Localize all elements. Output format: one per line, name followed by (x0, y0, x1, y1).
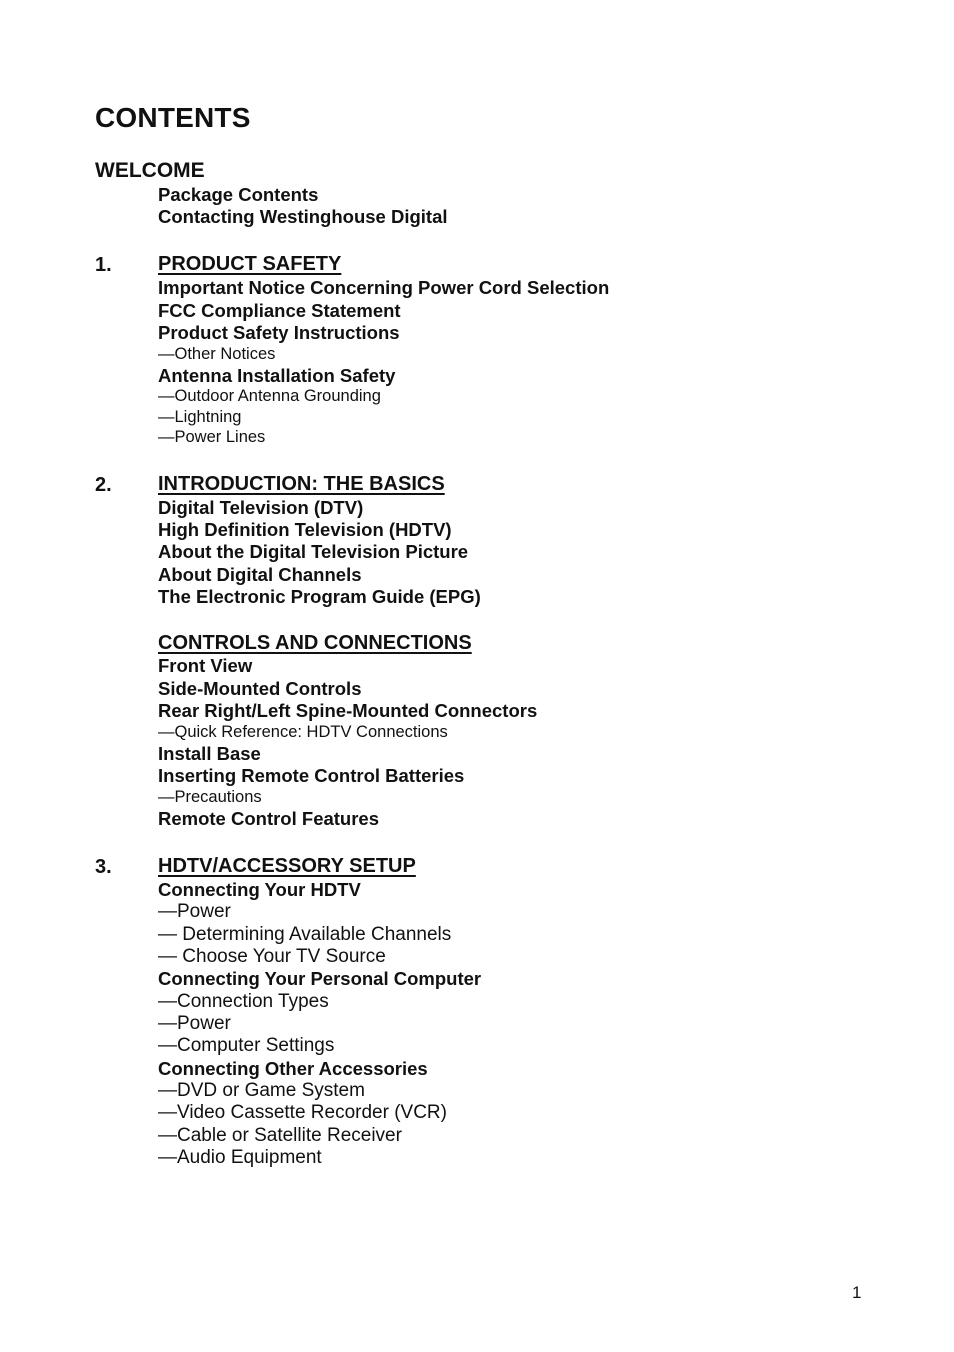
toc-subentry: — Determining Available Channels (158, 924, 452, 945)
toc-entry: Digital Television (DTV) (158, 497, 364, 518)
toc-subentry: —Power (158, 901, 231, 922)
toc-entry: Side-Mounted Controls (158, 678, 362, 699)
toc-subentry: —Lightning (158, 408, 242, 426)
toc-entry: About Digital Channels (158, 564, 362, 585)
welcome-heading: WELCOME (95, 159, 205, 182)
toc-subentry: —Outdoor Antenna Grounding (158, 387, 381, 405)
toc-entry: Important Notice Concerning Power Cord Selection (158, 277, 610, 298)
toc-entry: Front View (158, 655, 253, 676)
toc-entry: About the Digital Television Picture (158, 541, 469, 562)
toc-entry: FCC Compliance Statement (158, 300, 401, 321)
toc-entry: Package Contents (158, 184, 319, 205)
section-heading: INTRODUCTION: THE BASICS (158, 473, 445, 495)
page-number: 1 (852, 1283, 862, 1302)
toc-entry: High Definition Television (HDTV) (158, 519, 452, 540)
toc-entry: Connecting Your Personal Computer (158, 968, 482, 989)
toc-subentry: —Power (158, 1013, 231, 1034)
toc-subentry: —Cable or Satellite Receiver (158, 1125, 402, 1146)
toc-subentry: —Power Lines (158, 428, 266, 446)
toc-subentry: —Computer Settings (158, 1035, 335, 1056)
toc-entry: Inserting Remote Control Batteries (158, 765, 465, 786)
toc-subentry: —Video Cassette Recorder (VCR) (158, 1102, 447, 1123)
toc-entry: Connecting Your HDTV (158, 879, 361, 900)
toc-subentry: —Precautions (158, 788, 262, 806)
section-number: 2. (95, 474, 112, 496)
toc-entry: Install Base (158, 743, 261, 764)
toc-entry: Rear Right/Left Spine-Mounted Connectors (158, 700, 538, 721)
section-number: 3. (95, 856, 112, 878)
toc-subentry: —Quick Reference: HDTV Connections (158, 723, 448, 741)
toc-subentry: —DVD or Game System (158, 1080, 365, 1101)
section-heading: CONTROLS AND CONNECTIONS (158, 632, 472, 654)
toc-entry: Remote Control Features (158, 808, 380, 829)
toc-entry: The Electronic Program Guide (EPG) (158, 586, 481, 607)
toc-entry: Antenna Installation Safety (158, 365, 396, 386)
toc-subentry: —Connection Types (158, 991, 329, 1012)
toc-entry: Product Safety Instructions (158, 322, 400, 343)
page-title: CONTENTS (95, 102, 251, 133)
toc-subentry: —Audio Equipment (158, 1147, 322, 1168)
toc-subentry: — Choose Your TV Source (158, 946, 386, 967)
toc-subentry: —Other Notices (158, 345, 276, 363)
toc-entry: Contacting Westinghouse Digital (158, 206, 448, 227)
section-heading: HDTV/ACCESSORY SETUP (158, 855, 416, 877)
section-heading: PRODUCT SAFETY (158, 253, 342, 275)
section-number: 1. (95, 254, 112, 276)
toc-entry: Connecting Other Accessories (158, 1058, 428, 1079)
